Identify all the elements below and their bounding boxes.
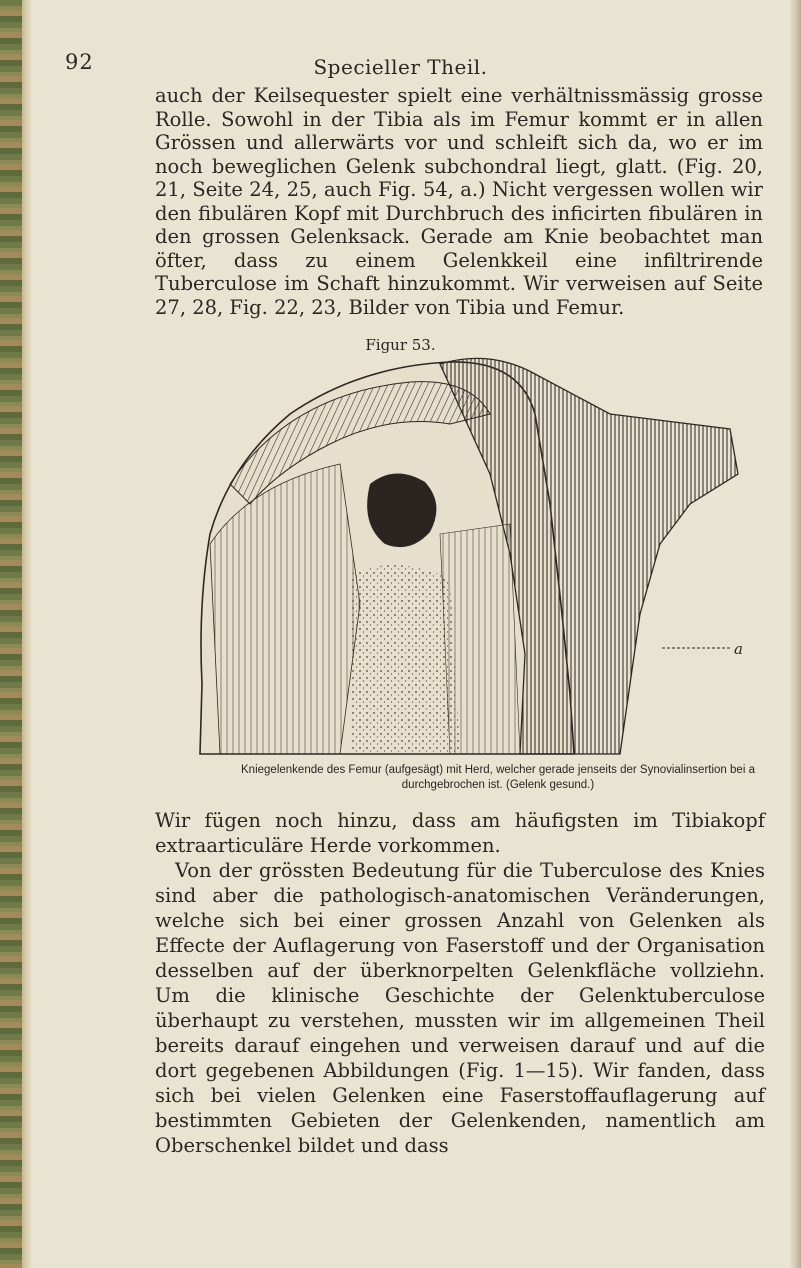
- book-binding-edge: [0, 0, 22, 1268]
- body-paragraph-1: Wir fügen noch hinzu, dass am häufigsten im Tibiakopf extraarticuläre Herde vorkommen.: [155, 809, 765, 857]
- paragraph-top: auch der Keilsequester spielt eine verhältnissmässig grosse Rolle. Sowohl in der Tibia als im Femur kommt er in allen Grössen und allerwärts vor und schleift sich da, wo er im noch beweglichen Gelenk subchondral liegt, glatt. (Fig. 20, 21, Seite 24, 25, auch Fig. 54, a.) Nicht vergessen wollen wir den fibulären Kopf mit Durchbruch des inficirten fibulären in den grossen Gelenksack. Gerade am Knie beobachtet man öfter, dass zu einem Gelenkkeil eine infiltrirende Tuberculose im Schaft hinzukommt. Wir verweisen auf Seite 27, 28, Fig. 22, 23, Bilder von Tibia und Femur.: [155, 84, 763, 319]
- figure-caption: Kniegelenkende des Femur (aufgesägt) mit Herd, welcher gerade jenseits der Synovialinsertion bei a durchgebrochen ist. (Gelenk gesund.): [241, 764, 755, 791]
- figure-title: Figur 53.: [365, 336, 436, 354]
- figure-femur-illustration: [190, 354, 750, 756]
- label-a: a: [734, 640, 743, 658]
- page-number: 92: [65, 50, 94, 74]
- running-title: Specieller Theil.: [313, 55, 488, 79]
- page-right-edge: [789, 0, 801, 1268]
- central-trabeculae: [440, 524, 520, 754]
- body-text: [155, 808, 765, 1158]
- binding-shadow: [22, 0, 32, 1268]
- body-paragraph-2: Von der grössten Bedeutung für die Tuberculose des Knies sind aber die pathologisch-anatomischen Veränderungen, welche sich bei einer grossen Anzahl von Gelenken als Effecte der Auflagerung von Faserstoff und der Organisation desselben auf der überknorpelten Gelenkfläche vollziehn. Um die klinische Geschichte der Gelenktuberculose überhaupt zu verstehen, mussten wir im allgemeinen Theil bereits darauf eingehen und verweisen darauf und auf die dort gegebenen Abbildungen (Fig. 1—15). Wir fanden, dass sich bei vielen Gelenken eine Faserstoffauflagerung auf bestimmten Gebieten der Gelenkenden, namentlich am Oberschenkel bildet und dass: [155, 859, 765, 1157]
- femur-engraving: [190, 354, 750, 756]
